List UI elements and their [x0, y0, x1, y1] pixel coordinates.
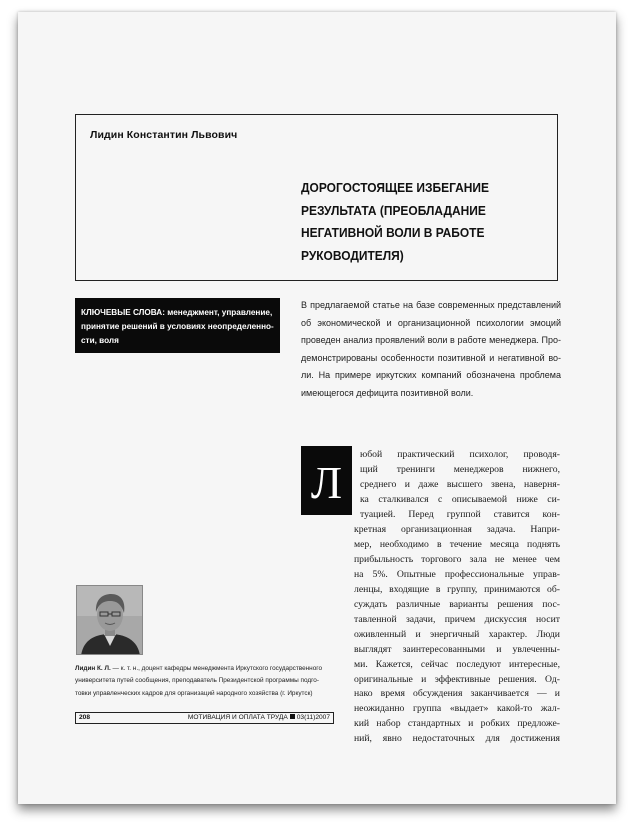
body-line: прибыльность торгового зала не менее чем [354, 553, 560, 565]
body-text-top [360, 448, 560, 523]
body-line: тавленной задачи, причем дискуссия носит [354, 613, 560, 625]
drop-cap [301, 446, 352, 515]
body-line: щий тренинги менеджеров нижнего, [360, 463, 560, 475]
square-bullet-icon [290, 714, 295, 719]
journal-name: МОТИВАЦИЯ И ОПЛАТА ТРУДА [187, 714, 288, 721]
bio-line [75, 663, 340, 675]
body-line: кретная организационная задача. Напри- [354, 524, 560, 535]
abstract-line: В предлагаемой статье на базе современных представлений [301, 300, 561, 310]
abstract-line: об экономической и организационной психологии эмоций [301, 317, 561, 328]
abstract-line: имеющегося дефицита позитивной воли. [301, 387, 474, 398]
body-line: оригинальные и эффективные решения. Од- [354, 673, 560, 685]
article-title [301, 177, 522, 267]
bio-author-name: Лидин К. Л. [75, 665, 111, 672]
body-line: туацией. Перед группой ставится кон- [360, 508, 560, 520]
drop-cap-letter: Л [310, 456, 343, 508]
author-portrait-image [77, 586, 143, 655]
bio-line: университета путей сообщения, преподаватель Президентской программы подго- [75, 677, 319, 685]
title-line: ДОРОГОСТОЯЩЕЕ ИЗБЕГАНИЕ [301, 180, 489, 195]
journal-info [188, 714, 330, 721]
body-line: ний, явно недостаточных для достижения [354, 733, 560, 745]
page-number: 208 [79, 714, 91, 721]
body-line: среднего и даже высшего звена, наверня- [360, 478, 560, 490]
keywords-line: принятие решений в условиях неопределенно- [81, 322, 274, 331]
author-bio [75, 663, 340, 700]
abstract [301, 297, 561, 403]
author-photo [76, 585, 143, 655]
title-line: РЕЗУЛЬТАТА (ПРЕОБЛАДАНИЕ [301, 202, 486, 218]
body-text-main [354, 523, 560, 747]
body-line: мер, необходимо в течение месяца поднять [354, 538, 560, 550]
body-line: на 5%. Опытные профессиональные управ- [354, 568, 560, 580]
bio-text: — к. т. н., доцент кафедры менеджмента Иркутского государственного [110, 665, 323, 672]
abstract-line: проведен анализ проявлений воли в работе менеджера. Про- [301, 335, 561, 346]
keywords-line: КЛЮЧЕВЫЕ СЛОВА: менеджмент, управление, [81, 308, 273, 317]
title-box [75, 114, 558, 281]
title-line: НЕГАТИВНОЙ ВОЛИ В РАБОТЕ [301, 225, 485, 240]
body-line: выглядят заинтересованными и увлеченны- [354, 643, 560, 655]
body-line: кий набор стандартных и робких предложе- [354, 718, 560, 730]
bio-line: товки управленческих кадров для организаций народного хозяйства (г. Иркутск) [75, 689, 313, 697]
body-line: ленцы, входящие в группу, принимаются об- [354, 583, 560, 595]
keywords-box [75, 298, 280, 353]
abstract-line: демонстрированы особенности позитивной и негативной во- [301, 352, 561, 363]
page-footer [75, 712, 334, 724]
abstract-line: ли. На примере иркутских компаний обозначена проблема [301, 370, 561, 381]
body-line: ка сталкивался с описываемой ниже си- [360, 493, 560, 505]
body-line: суждать различные варианты решения пос- [354, 598, 560, 610]
author-name: Лидин Константин Львович [90, 129, 238, 141]
body-line: оживленный и энергичный характер. Люди [354, 628, 560, 640]
body-line: ми. Кажется, сейчас последуют интересные, [354, 658, 560, 670]
body-line: нако время обсуждения заканчивается — и [354, 688, 560, 700]
body-line: неожиданно группа «выдает» какой-то жал- [354, 703, 560, 715]
journal-issue: 03(11)2007 [296, 714, 330, 721]
title-line: РУКОВОДИТЕЛЯ) [301, 247, 404, 263]
journal-page [18, 12, 616, 804]
keywords-line: сти, воля [81, 336, 119, 345]
body-line: юбой практический психолог, проводя- [360, 449, 560, 460]
